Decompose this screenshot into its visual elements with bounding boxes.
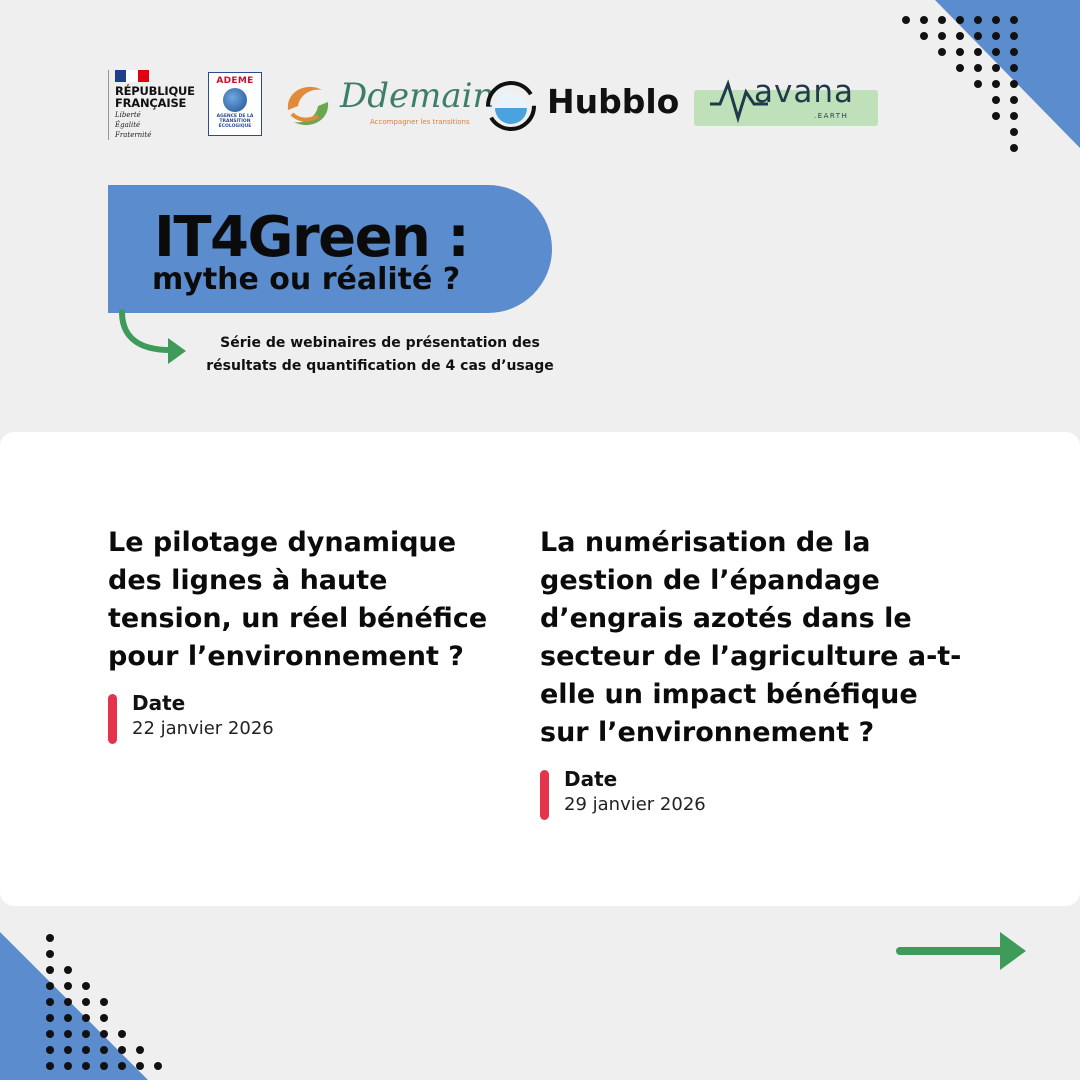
decor-dot [118, 1046, 126, 1054]
decor-dot [46, 934, 54, 942]
decor-dot [974, 16, 982, 24]
event-card-2 [540, 524, 970, 818]
ademe-logo [208, 72, 262, 136]
partner-logos [108, 66, 888, 146]
mavana-name: avana [754, 74, 854, 110]
series-description [200, 332, 560, 378]
page-subtitle: mythe ou réalité ? [152, 262, 461, 297]
globe-icon [223, 88, 247, 112]
decor-dot [64, 1030, 72, 1038]
hubblo-name: Hubblo [547, 82, 680, 121]
rf-motto3: Fraternité [115, 131, 152, 139]
decor-dot [956, 64, 964, 72]
rf-motto1: Liberté [115, 111, 141, 119]
decor-dot [992, 64, 1000, 72]
ademe-subtitle: AGENCE DE LA TRANSITION ÉCOLOGIQUE [216, 114, 254, 129]
decor-dot [118, 1030, 126, 1038]
event-date [108, 690, 508, 742]
page-title: IT4Green : [154, 205, 469, 270]
ademe-name: ADEME [216, 76, 254, 86]
decor-dot [46, 950, 54, 958]
decor-dot [46, 1046, 54, 1054]
decor-dot [82, 1046, 90, 1054]
decor-dot [82, 1030, 90, 1038]
hubblo-circle-icon [483, 78, 539, 134]
mavana-suffix: .EARTH [814, 112, 849, 120]
date-label: Date [564, 767, 618, 791]
decor-dot [64, 966, 72, 974]
decor-dot [1010, 144, 1018, 152]
decor-dot [154, 1062, 162, 1070]
decor-dot [974, 32, 982, 40]
decor-dot [100, 1062, 108, 1070]
mavana-logo [694, 76, 878, 128]
event-card-1 [108, 524, 508, 742]
date-marker [540, 770, 549, 820]
decor-dot [974, 48, 982, 56]
series-description-line1: Série de webinaires de présentation des [220, 335, 540, 351]
ddemain-logo [278, 74, 495, 138]
decor-dot [956, 32, 964, 40]
series-description-line2: résultats de quantification de 4 cas d’usage [206, 358, 554, 374]
decor-dot [46, 966, 54, 974]
decor-dot [82, 1014, 90, 1022]
decor-dot [100, 1030, 108, 1038]
event-title: Le pilotage dynamique des lignes à haute tension, un réel bénéfice pour l’environnement ? [108, 527, 488, 672]
decor-dot [1010, 32, 1018, 40]
decor-dot [100, 1046, 108, 1054]
event-date [540, 766, 970, 818]
bottom-left-dot-pattern [44, 930, 184, 1070]
date-label: Date [132, 691, 186, 715]
republique-francaise-logo [108, 70, 200, 140]
hands-swirl-icon [278, 76, 338, 136]
decor-dot [938, 48, 946, 56]
decor-dot [118, 1062, 126, 1070]
decor-dot [1010, 64, 1018, 72]
decor-dot [46, 1062, 54, 1070]
decor-dot [1010, 80, 1018, 88]
date-value: 29 janvier 2026 [564, 794, 706, 815]
decor-dot [1010, 48, 1018, 56]
arrow-right-icon[interactable] [896, 926, 1036, 976]
decor-dot [64, 982, 72, 990]
ddemain-name: Ddemain [340, 76, 495, 116]
decor-dot [64, 998, 72, 1006]
event-title: La numérisation de la gestion de l’épandage d’engrais azotés dans le secteur de l’agriculture a-t-elle un impact bénéfique sur l’environnement ? [540, 527, 962, 748]
rf-line1: RÉPUBLIQUE [115, 84, 195, 98]
decor-dot [136, 1046, 144, 1054]
rf-motto2: Égalité [115, 121, 141, 129]
decor-dot [46, 1030, 54, 1038]
hubblo-logo [483, 78, 683, 134]
decor-dot [992, 80, 1000, 88]
date-marker [108, 694, 117, 744]
decor-dot [46, 982, 54, 990]
decor-dot [992, 32, 1000, 40]
decor-dot [974, 64, 982, 72]
decor-dot [992, 16, 1000, 24]
decor-dot [1010, 112, 1018, 120]
curved-arrow-icon [112, 308, 192, 368]
decor-dot [920, 16, 928, 24]
decor-dot [974, 80, 982, 88]
top-right-dot-pattern [900, 12, 1040, 162]
decor-dot [902, 16, 910, 24]
decor-dot [64, 1046, 72, 1054]
decor-dot [1010, 16, 1018, 24]
decor-dot [64, 1062, 72, 1070]
decor-dot [938, 16, 946, 24]
decor-dot [992, 96, 1000, 104]
french-flag-icon [115, 70, 149, 82]
decor-dot [938, 32, 946, 40]
decor-dot [992, 112, 1000, 120]
decor-dot [1010, 128, 1018, 136]
decor-dot [992, 48, 1000, 56]
ddemain-tagline: Accompagner les transitions [370, 118, 470, 126]
rf-line2: FRANÇAISE [115, 96, 187, 110]
decor-dot [82, 1062, 90, 1070]
decor-dot [100, 998, 108, 1006]
decor-dot [920, 32, 928, 40]
decor-dot [956, 48, 964, 56]
decor-dot [136, 1062, 144, 1070]
decor-dot [82, 982, 90, 990]
decor-dot [956, 16, 964, 24]
decor-dot [100, 1014, 108, 1022]
decor-dot [46, 998, 54, 1006]
decor-dot [46, 1014, 54, 1022]
date-value: 22 janvier 2026 [132, 718, 274, 739]
decor-dot [1010, 96, 1018, 104]
decor-dot [64, 1014, 72, 1022]
decor-dot [82, 998, 90, 1006]
